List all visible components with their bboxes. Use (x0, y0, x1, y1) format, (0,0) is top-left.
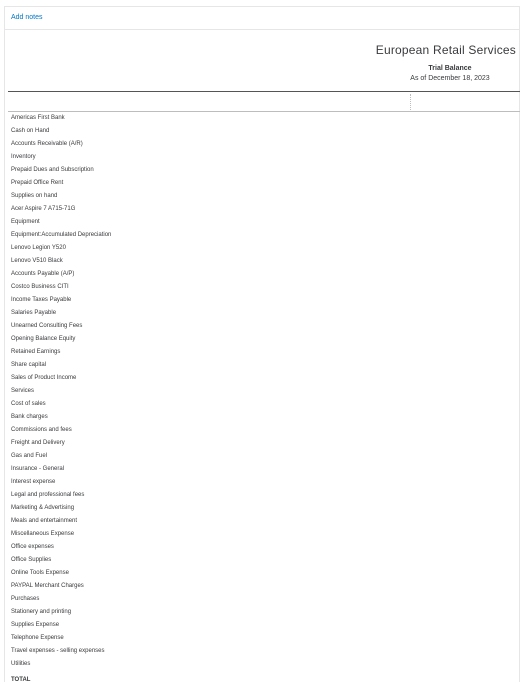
account-row[interactable]: Purchases (11, 596, 40, 602)
account-row[interactable]: Cost of sales (11, 401, 46, 407)
account-row[interactable]: Freight and Delivery (11, 440, 65, 446)
account-row[interactable]: Inventory (11, 154, 36, 160)
total-row-label: TOTAL (11, 677, 31, 683)
account-row[interactable]: Salaries Payable (11, 310, 57, 316)
account-row[interactable]: Americas First Bank (11, 115, 65, 121)
notes-bar (5, 7, 519, 30)
column-divider (410, 94, 411, 110)
account-row[interactable]: Meals and entertainment (11, 518, 78, 524)
account-row[interactable]: Miscellaneous Expense (11, 531, 75, 537)
account-row[interactable]: Lenovo Legion Y520 (11, 245, 66, 251)
account-row[interactable]: Equipment:Accumulated Depreciation (11, 232, 112, 238)
account-row[interactable]: Legal and professional fees (11, 492, 85, 498)
account-row[interactable]: Acer Aspire 7 A715-71G (11, 206, 76, 212)
account-row[interactable]: Prepaid Dues and Subscription (11, 167, 94, 173)
account-row[interactable]: Office Supplies (11, 557, 52, 563)
account-row[interactable]: Lenovo V510 Black (11, 258, 63, 264)
account-row[interactable]: Retained Earnings (11, 349, 61, 355)
account-row[interactable]: Income Taxes Payable (11, 297, 72, 303)
account-row[interactable]: Utilities (11, 661, 31, 667)
account-row[interactable]: Costco Business CITI (11, 284, 69, 290)
account-row[interactable]: Equipment (11, 219, 40, 225)
account-row[interactable]: Insurance - General (11, 466, 65, 472)
account-row[interactable]: PAYPAL Merchant Charges (11, 583, 84, 589)
account-row[interactable]: Opening Balance Equity (11, 336, 76, 342)
account-row[interactable]: Accounts Receivable (A/R) (11, 141, 83, 147)
account-row[interactable]: Supplies Expense (11, 622, 60, 628)
account-row[interactable]: Sales of Product Income (11, 375, 77, 381)
account-row[interactable]: Marketing & Advertising (11, 505, 75, 511)
accounts-list (11, 112, 511, 671)
add-notes-link[interactable]: Add notes (11, 14, 43, 21)
account-row[interactable]: Prepaid Office Rent (11, 180, 64, 186)
account-row[interactable]: Office expenses (11, 544, 54, 550)
company-name: European Retail Services (375, 43, 516, 57)
account-row[interactable]: Share capital (11, 362, 47, 368)
table-header-top-rule (8, 91, 520, 92)
account-row[interactable]: Supplies on hand (11, 193, 58, 199)
account-row[interactable]: Unearned Consulting Fees (11, 323, 83, 329)
account-row[interactable]: Commissions and fees (11, 427, 72, 433)
account-row[interactable]: Gas and Fuel (11, 453, 48, 459)
account-row[interactable]: Cash on Hand (11, 128, 50, 134)
report-date: As of December 18, 2023 (410, 75, 490, 82)
account-row[interactable]: Travel expenses - selling expenses (11, 648, 105, 654)
account-row[interactable]: Online Tools Expense (11, 570, 69, 576)
account-row[interactable]: Telephone Expense (11, 635, 64, 641)
account-row[interactable]: Bank charges (11, 414, 48, 420)
account-row[interactable]: Stationery and printing (11, 609, 72, 615)
account-row[interactable]: Services (11, 388, 35, 394)
account-row[interactable]: Accounts Payable (A/P) (11, 271, 75, 277)
account-row[interactable]: Interest expense (11, 479, 56, 485)
report-title: Trial Balance (428, 65, 472, 72)
